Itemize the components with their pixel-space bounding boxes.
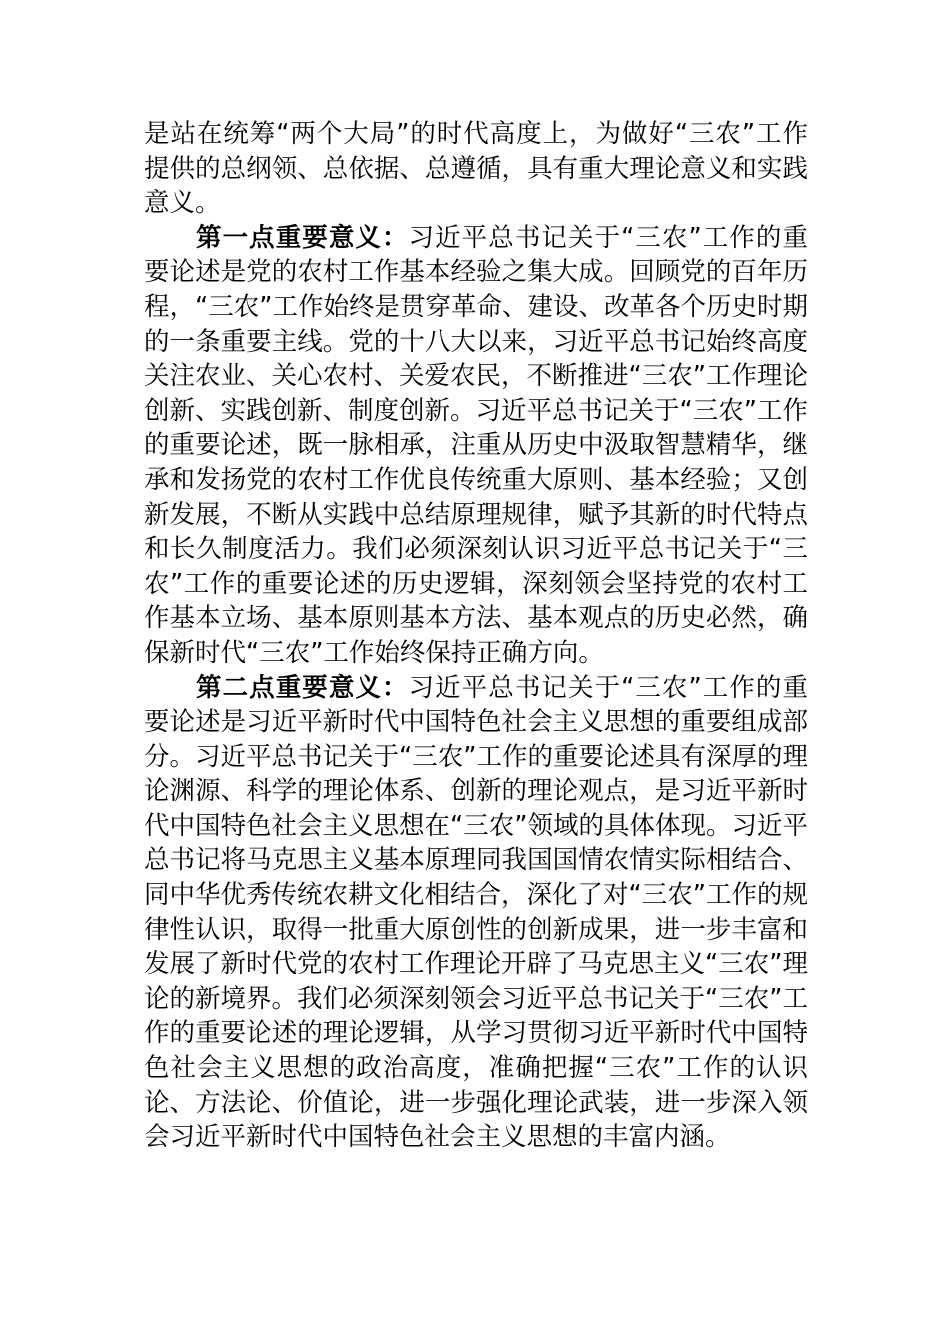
paragraph-heading: 第一点重要意义： [196, 222, 409, 253]
paragraph-text: 习近平总书记关于“三农”工作的重要论述是党的农村工作基本经验之集大成。回顾党的百年历程，“三农”工作始终是贯穿革命、建设、改革各个历史时期的一条重要主线。党的十八大以来，习近平总书记始终高度关注农业、关心农村、关爱农民，不断推进“三农”工作理论创新、实践创新、制度创新。习近平总书记关于“三农”工作的重要论述，既一脉相承，注重从历史中汲取智慧精华，继承和发扬党的农村工作优良传统重大原则、基本经验；又创新发展，不断从实践中总结原理规律，赋予其新的时代特点和长久制度活力。我们必须深刻认识习近平总书记关于“三农”工作的重要论述的历史逻辑，深刻领会坚持党的农村工作基本立场、基本原则基本方法、基本观点的历史必然，确保新时代“三农”工作始终保持正确方向。 [144, 222, 808, 668]
paragraph-first-significance [144, 221, 808, 671]
paragraph-continuation [144, 117, 808, 221]
paragraph-text: 是站在统筹“两个大局”的时代高度上，为做好“三农”工作提供的总纲领、总依据、总遵循，具有重大理论意义和实践意义。 [144, 119, 808, 219]
paragraph-heading: 第二点重要意义： [196, 672, 409, 703]
paragraph-second-significance [144, 671, 808, 1155]
document-body [144, 117, 808, 1155]
paragraph-text: 习近平总书记关于“三农”工作的重要论述是习近平新时代中国特色社会主义思想的重要组成部分。习近平总书记关于“三农”工作的重要论述具有深厚的理论渊源、科学的理论体系、创新的理论观点，是习近平新时代中国特色社会主义思想在“三农”领域的具体体现。习近平总书记将马克思主义基本原理同我国国情农情实际相结合、同中华优秀传统农耕文化相结合，深化了对“三农”工作的规律性认识，取得一批重大原创性的创新成果，进一步丰富和发展了新时代党的农村工作理论开辟了马克思主义“三农”理论的新境界。我们必须深刻领会习近平总书记关于“三农”工作的重要论述的理论逻辑，从学习贯彻习近平新时代中国特色社会主义思想的政治高度，准确把握“三农”工作的认识论、方法论、价值论，进一步强化理论武装，进一步深入领会习近平新时代中国特色社会主义思想的丰富内涵。 [144, 672, 808, 1153]
